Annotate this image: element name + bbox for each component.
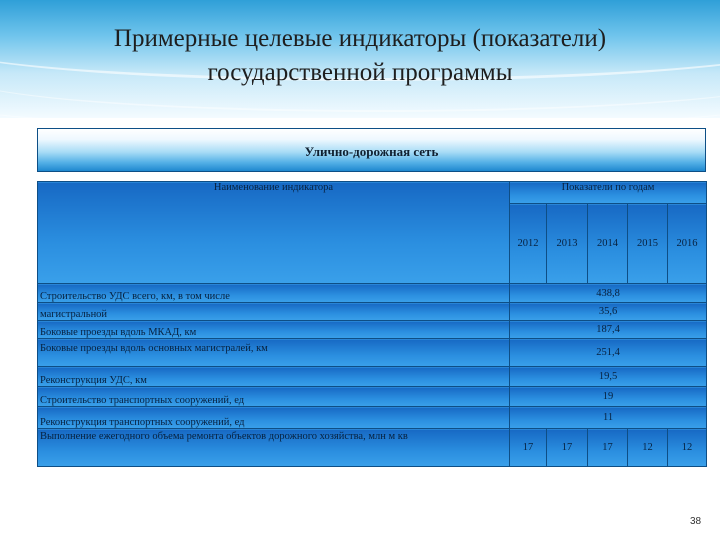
indicators-table (37, 181, 707, 467)
indicator-name: магистральной (38, 303, 510, 321)
table-row (38, 429, 707, 467)
indicator-name: Строительство транспортных сооружений, ед (38, 387, 510, 407)
indicator-value: 12 (628, 429, 668, 467)
year-cell: 2014 (588, 204, 628, 284)
table-header-row (38, 182, 707, 204)
slide-title-line2: государственной программы (207, 59, 513, 86)
indicator-value: 187,4 (510, 321, 707, 339)
header-indicator-name: Наименование индикатора (38, 182, 510, 284)
table-row (38, 284, 707, 303)
table-row (38, 303, 707, 321)
indicator-value: 12 (668, 429, 707, 467)
indicator-name: Реконструкция транспортных сооружений, ед (38, 407, 510, 429)
table-row (38, 407, 707, 429)
indicator-name: Реконструкция УДС, км (38, 367, 510, 387)
year-cell: 2015 (628, 204, 668, 284)
indicator-value: 17 (547, 429, 588, 467)
slide-title-line1: Примерные целевые индикаторы (показатели) (113, 25, 607, 52)
indicator-value: 438,8 (510, 284, 707, 303)
indicator-value: 35,6 (510, 303, 707, 321)
table-row (38, 339, 707, 367)
indicator-value: 17 (510, 429, 547, 467)
header-years-title: Показатели по годам (510, 182, 707, 204)
indicator-value: 19,5 (510, 367, 707, 387)
table-row (38, 387, 707, 407)
table-row (38, 321, 707, 339)
year-cell: 2013 (547, 204, 588, 284)
indicator-value: 17 (588, 429, 628, 467)
indicator-value: 11 (510, 407, 707, 429)
indicator-name: Боковые проезды вдоль МКАД, км (38, 321, 510, 339)
indicator-name: Боковые проезды вдоль основных магистралей, км (38, 339, 510, 367)
section-header-box (37, 128, 706, 172)
indicator-name: Выполнение ежегодного объема ремонта объектов дорожного хозяйства, млн м кв (38, 429, 510, 467)
page-number: 38 (690, 516, 702, 527)
slide-title (0, 22, 720, 90)
table-row (38, 367, 707, 387)
year-cell: 2012 (510, 204, 547, 284)
section-title: Улично-дорожная сеть (304, 144, 439, 159)
indicator-name: Строительство УДС всего, км, в том числе (38, 284, 510, 303)
year-cell: 2016 (668, 204, 707, 284)
indicator-value: 251,4 (510, 339, 707, 367)
indicator-value: 19 (510, 387, 707, 407)
